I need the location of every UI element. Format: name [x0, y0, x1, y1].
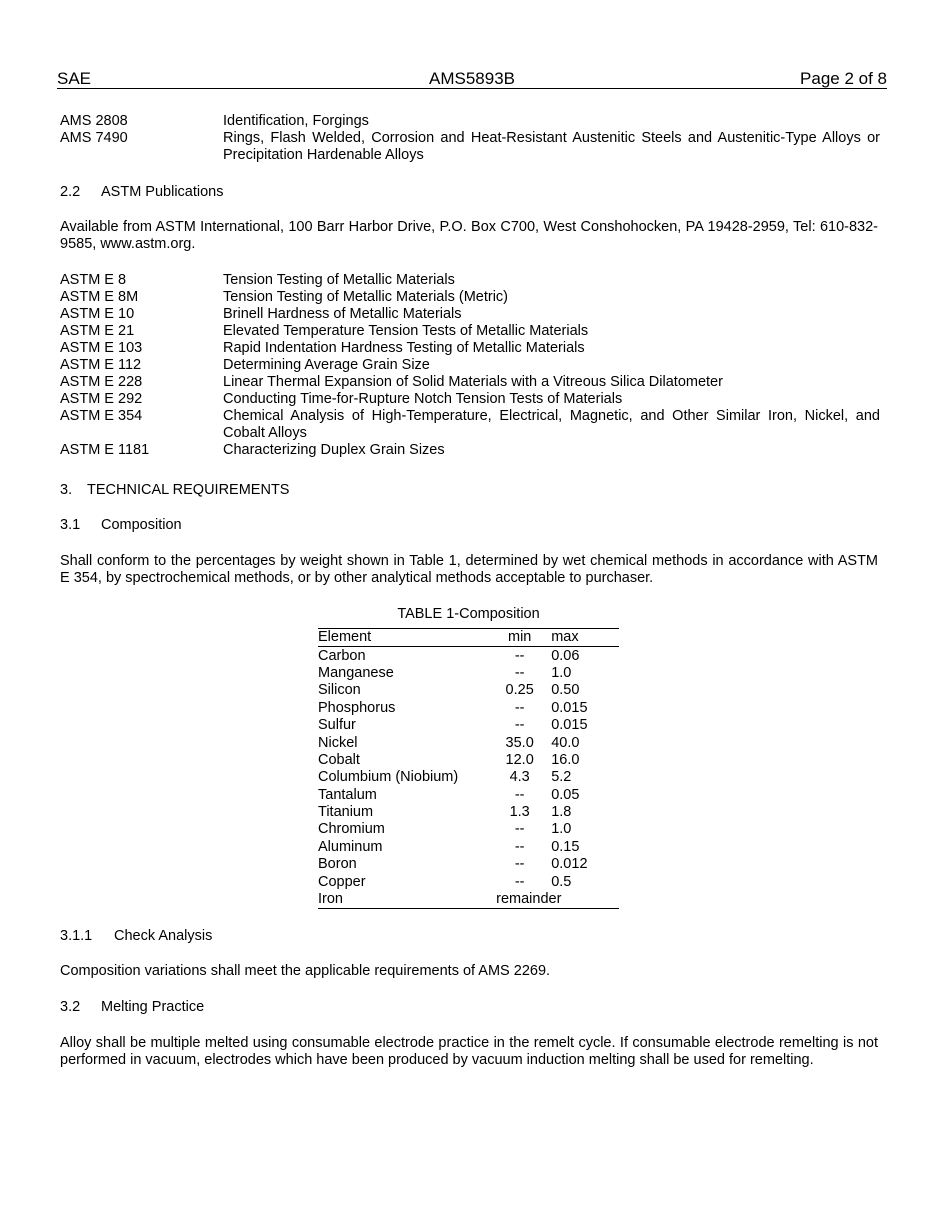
reference-row	[60, 130, 880, 164]
cell-max: 0.015	[551, 717, 588, 734]
section-number: 3.2	[60, 999, 81, 1015]
cell-max: 0.50	[551, 682, 580, 699]
header-doc-number: AMS5893B	[429, 69, 515, 88]
column-header-max: max	[545, 629, 619, 647]
reference-title: Determining Average Grain Size	[223, 357, 430, 373]
section-3-1-1-heading	[60, 928, 878, 945]
table-row	[318, 891, 619, 909]
cell-min: 12.0	[505, 751, 534, 768]
table-row	[318, 647, 619, 665]
section-3-1-body: Shall conform to the percentages by weight shown in Table 1, determined by wet chemical methods in accordance with ASTM E 354, by spectrochemical methods, or by other analytical methods acceptable to purchaser.	[60, 553, 878, 586]
cell-max: 5.2	[551, 769, 572, 786]
section-3-2-heading	[60, 999, 878, 1016]
reference-title: Tension Testing of Metallic Materials	[223, 272, 455, 288]
page-header	[57, 69, 887, 89]
reference-code: ASTM E 8M	[60, 289, 139, 305]
reference-title: Characterizing Duplex Grain Sizes	[223, 442, 445, 458]
reference-row	[60, 289, 880, 306]
cell-max: 1.0	[551, 664, 572, 681]
reference-row	[60, 391, 880, 408]
section-number: 3.1.1	[60, 928, 93, 944]
cell-max: 1.8	[551, 804, 572, 821]
cell-max: 0.15	[551, 838, 580, 855]
reference-row	[60, 442, 880, 459]
table-row	[318, 717, 619, 734]
cell-min: --	[514, 664, 525, 681]
reference-row	[60, 323, 880, 340]
reference-row	[60, 357, 880, 374]
reference-row	[60, 113, 880, 130]
reference-title: Linear Thermal Expansion of Solid Materials with a Vitreous Silica Dilatometer	[223, 374, 723, 390]
column-header-min: min	[494, 629, 545, 647]
reference-code: ASTM E 1181	[60, 442, 150, 458]
cell-min: --	[514, 647, 525, 664]
cell-min: --	[514, 699, 525, 716]
cell-min: --	[514, 786, 525, 803]
reference-title: Elevated Temperature Tension Tests of Metallic Materials	[223, 323, 589, 339]
header-org: SAE	[57, 69, 92, 88]
astm-reference-list	[60, 272, 880, 459]
section-3-2-body: Alloy shall be multiple melted using consumable electrode practice in the remelt cycle. If consumable electrode remelting is not performed in vacuum, electrodes which have been produced by vacuum induction melting shall be used for remelting.	[60, 1035, 878, 1068]
cell-element: Copper	[318, 873, 366, 890]
cell-element: Phosphorus	[318, 699, 396, 716]
cell-min: --	[514, 856, 525, 873]
cell-max: 1.0	[551, 821, 572, 838]
section-number: 3.	[60, 482, 73, 498]
section-number: 2.2	[60, 184, 81, 200]
reference-code: ASTM E 112	[60, 357, 142, 373]
section-3-1-1-body: Composition variations shall meet the applicable requirements of AMS 2269.	[60, 963, 551, 979]
table-row	[318, 804, 619, 821]
reference-row	[60, 374, 880, 391]
reference-title: Brinell Hardness of Metallic Materials	[223, 306, 462, 322]
cell-element: Cobalt	[318, 751, 360, 768]
section-title: Check Analysis	[114, 928, 213, 944]
cell-remainder	[494, 891, 619, 909]
table-caption: TABLE 1-Composition	[397, 606, 540, 622]
cell-max: 0.06	[551, 647, 580, 664]
cell-min: 0.25	[505, 682, 534, 699]
reference-code: ASTM E 228	[60, 374, 143, 390]
reference-title: Rapid Indentation Hardness Testing of Metallic Materials	[223, 340, 585, 356]
reference-code: ASTM E 103	[60, 340, 143, 356]
section-3-heading	[60, 482, 878, 499]
column-header-element: Element	[318, 629, 494, 647]
reference-code: AMS 7490	[60, 130, 128, 146]
table-row	[318, 839, 619, 856]
cell-min: 4.3	[509, 769, 530, 786]
reference-title: Chemical Analysis of High-Temperature, Electrical, Magnetic, and Other Similar Iron, Nickel, and Cobalt Alloys	[223, 408, 880, 441]
cell-element: Iron	[318, 891, 494, 909]
section-2-2-body: Available from ASTM International, 100 Barr Harbor Drive, P.O. Box C700, West Conshohocken, PA 19428-2959, Tel: 610-832-9585, www.astm.org.	[60, 219, 878, 252]
cell-max: 0.5	[551, 873, 572, 890]
reference-code: ASTM E 10	[60, 306, 135, 322]
cell-min: 35.0	[505, 734, 534, 751]
cell-element: Carbon	[318, 647, 366, 664]
table-row	[318, 873, 619, 890]
table-header-row	[318, 629, 619, 647]
cell-element: Boron	[318, 856, 357, 873]
section-title: Composition	[101, 517, 182, 533]
cell-element: Columbium (Niobium)	[318, 769, 459, 786]
reference-code: ASTM E 354	[60, 408, 143, 424]
cell-max: 0.012	[551, 856, 588, 873]
section-2-2-heading	[60, 184, 878, 201]
reference-row	[60, 272, 880, 289]
cell-max: 0.015	[551, 699, 588, 716]
reference-code: AMS 2808	[60, 113, 128, 129]
reference-code: ASTM E 8	[60, 272, 127, 288]
reference-title: Conducting Time-for-Rupture Notch Tension Tests of Materials	[223, 391, 623, 407]
table-row	[318, 769, 619, 786]
section-3-1-heading	[60, 517, 878, 534]
table-row	[318, 856, 619, 873]
cell-max: 16.0	[551, 751, 580, 768]
cell-element: Nickel	[318, 734, 358, 751]
cell-element: Sulfur	[318, 717, 356, 734]
section-number: 3.1	[60, 517, 81, 533]
reference-title: Rings, Flash Welded, Corrosion and Heat-Resistant Austenitic Steels and Austenitic-Type Alloys or Precipitation Hardenable Alloys	[223, 130, 880, 163]
ams-reference-list	[60, 113, 880, 164]
cell-element: Silicon	[318, 682, 361, 699]
cell-max: 0.05	[551, 786, 580, 803]
cell-element: Titanium	[318, 804, 374, 821]
cell-min: 1.3	[509, 804, 530, 821]
table-row	[318, 665, 619, 682]
cell-element: Tantalum	[318, 786, 377, 803]
table-row	[318, 821, 619, 838]
section-title: ASTM Publications	[101, 184, 224, 200]
table-row	[318, 787, 619, 804]
table-row	[318, 752, 619, 769]
table-row	[318, 700, 619, 717]
reference-row	[60, 408, 880, 442]
cell-min: --	[514, 821, 525, 838]
section-title: Melting Practice	[101, 999, 205, 1015]
header-page-number: Page 2 of 8	[800, 69, 887, 88]
cell-min: --	[514, 717, 525, 734]
reference-row	[60, 340, 880, 357]
cell-element: Chromium	[318, 821, 385, 838]
cell-element: Aluminum	[318, 838, 383, 855]
cell-min: --	[514, 838, 525, 855]
cell-min: --	[514, 873, 525, 890]
section-title: TECHNICAL REQUIREMENTS	[87, 482, 290, 498]
reference-code: ASTM E 292	[60, 391, 143, 407]
table-row	[318, 734, 619, 751]
cell-max: 40.0	[551, 734, 580, 751]
table-row	[318, 682, 619, 699]
reference-title: Identification, Forgings	[223, 113, 369, 129]
remainder-value: remainder	[496, 891, 562, 908]
cell-element: Manganese	[318, 664, 394, 681]
reference-row	[60, 306, 880, 323]
reference-code: ASTM E 21	[60, 323, 135, 339]
reference-title: Tension Testing of Metallic Materials (Metric)	[223, 289, 508, 305]
composition-table	[318, 628, 619, 909]
